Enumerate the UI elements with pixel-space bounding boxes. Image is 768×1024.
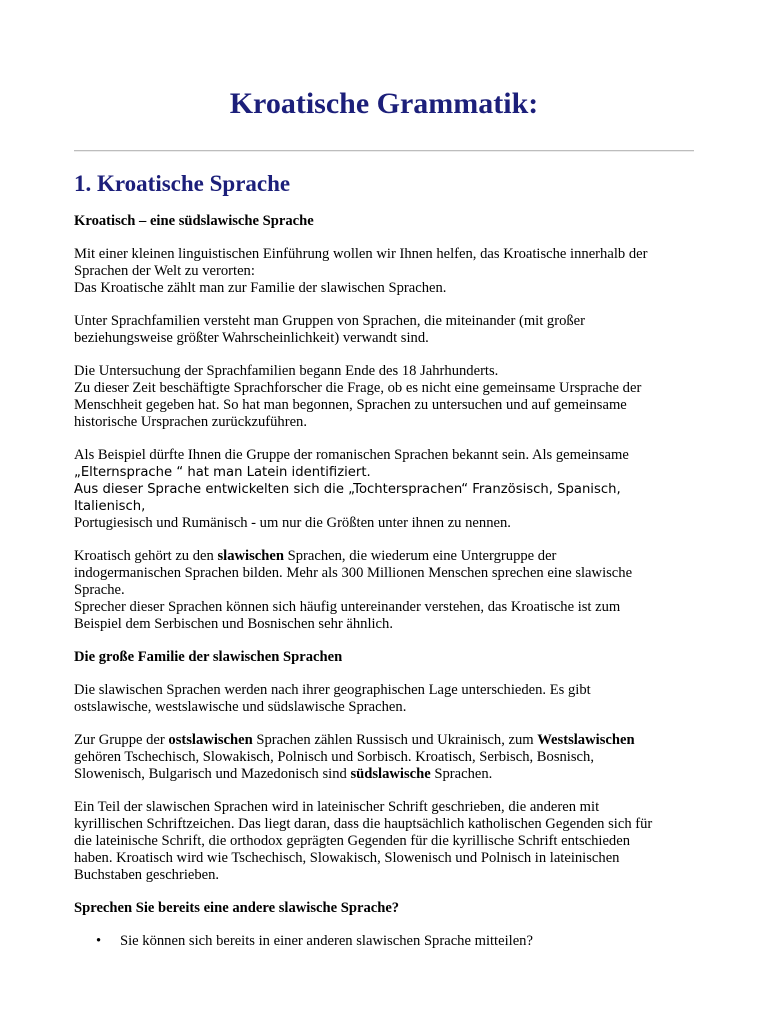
text-line: beziehungsweise größter Wahrscheinlichkeit) verwandt sind.	[74, 330, 429, 346]
text-line: Buchstaben geschrieben.	[74, 867, 220, 883]
subheading-kroatisch: Kroatisch – eine südslawische Sprache	[74, 213, 314, 229]
bold-term: slawischen	[217, 548, 284, 564]
text-line: Ein Teil der slawischen Sprachen wird in lateinischer Schrift geschrieben, die anderen mit	[74, 799, 600, 815]
document-body	[74, 213, 694, 950]
text-line: Unter Sprachfamilien versteht man Gruppen von Sprachen, die miteinander (mit großer	[74, 313, 586, 329]
bullet-list	[74, 933, 694, 950]
text-line: Sprachen der Welt zu verorten:	[74, 263, 255, 279]
list-item	[96, 933, 694, 950]
text-line	[74, 732, 694, 749]
text-line: gehören Tschechisch, Slowakisch, Polnisch und Sorbisch. Kroatisch, Serbisch, Bosnisch,	[74, 749, 594, 765]
text-line: Zu dieser Zeit beschäftigte Sprachforscher die Frage, ob es nicht eine gemeinsame Ursprache der	[74, 380, 642, 396]
text-line: Beispiel dem Serbischen und Bosnischen sehr ähnlich.	[74, 616, 393, 632]
paragraph-untersuchung	[74, 363, 694, 431]
bold-term: Westslawischen	[537, 732, 635, 748]
text-run: Slowenisch, Bulgarisch und Mazedonisch sind	[74, 766, 351, 782]
text-line: historische Ursprachen zurückzuführen.	[74, 414, 308, 430]
text-line: Sprecher dieser Sprachen können sich häufig untereinander verstehen, das Kroatische ist zum	[74, 599, 621, 615]
paragraph-gruppen	[74, 732, 694, 783]
text-line: Sprache.	[74, 582, 125, 598]
subheading-question: Sprechen Sie bereits eine andere slawische Sprache?	[74, 900, 400, 916]
text-run: Kroatisch gehört zu den	[74, 548, 218, 564]
horizontal-rule	[74, 150, 694, 152]
subheading-familie: Die große Familie der slawischen Sprachen	[74, 649, 343, 665]
text-line: kyrillischen Schriftzeichen. Das liegt daran, dass die hauptsächlich katholischen Gegenden sich für	[74, 816, 653, 832]
text-line: Portugiesisch und Rumänisch - um nur die Größten unter ihnen zu nennen.	[74, 515, 511, 531]
paragraph-sprachfamilien	[74, 313, 694, 347]
text-line: Die slawischen Sprachen werden nach ihrer geographischen Lage unterschieden. Es gibt	[74, 682, 591, 698]
paragraph-romanisch	[74, 447, 694, 532]
text-line: ostslawische, westslawische und südslawische Sprachen.	[74, 699, 407, 715]
paragraph-slawisch	[74, 548, 694, 633]
bold-term: südslawische	[350, 766, 431, 782]
text-run: Sprachen zählen Russisch und Ukrainisch, zum	[252, 732, 538, 748]
text-line: Das Kroatische zählt man zur Familie der slawischen Sprachen.	[74, 280, 447, 296]
text-line: Mit einer kleinen linguistischen Einführung wollen wir Ihnen helfen, das Kroatische innerhalb der	[74, 246, 648, 262]
bold-term: ostslawischen	[168, 732, 253, 748]
bullet-icon: •	[96, 933, 102, 949]
text-line: Aus dieser Sprache entwickelten sich die „Tochtersprachen“ Französisch, Spanisch, Italienisch,	[74, 482, 621, 514]
text-line: Menschheit gegeben hat. So hat man begonnen, Sprachen zu untersuchen und auf gemeinsame	[74, 397, 627, 413]
paragraph-geographie	[74, 682, 694, 716]
document-title: Kroatische Grammatik:	[229, 87, 539, 120]
text-run: Zur Gruppe der	[74, 732, 169, 748]
text-run: Sprachen.	[430, 766, 493, 782]
text-line	[74, 548, 694, 565]
list-item-text: Sie können sich bereits in einer anderen slawischen Sprache mitteilen?	[120, 933, 533, 949]
text-run: Sprachen, die wiederum eine Untergruppe der	[283, 548, 557, 564]
text-line: indogermanischen Sprachen bilden. Mehr als 300 Millionen Menschen sprechen eine slawische	[74, 565, 633, 581]
text-line: „Elternsprache “ hat man Latein identifiziert.	[74, 465, 371, 480]
paragraph-schrift	[74, 799, 694, 884]
text-line: Als Beispiel dürfte Ihnen die Gruppe der romanischen Sprachen bekannt sein. Als gemeinsame	[74, 447, 629, 463]
text-line: Die Untersuchung der Sprachfamilien begann Ende des 18 Jahrhunderts.	[74, 363, 499, 379]
paragraph-intro	[74, 246, 694, 297]
text-line: haben. Kroatisch wird wie Tschechisch, Slowakisch, Slowenisch und Polnisch in lateinischen	[74, 850, 620, 866]
text-line	[74, 766, 694, 783]
section-heading: 1. Kroatische Sprache	[74, 171, 291, 196]
text-line: die lateinische Schrift, die orthodox geprägten Gegenden für die kyrillische Schrift entschieden	[74, 833, 631, 849]
